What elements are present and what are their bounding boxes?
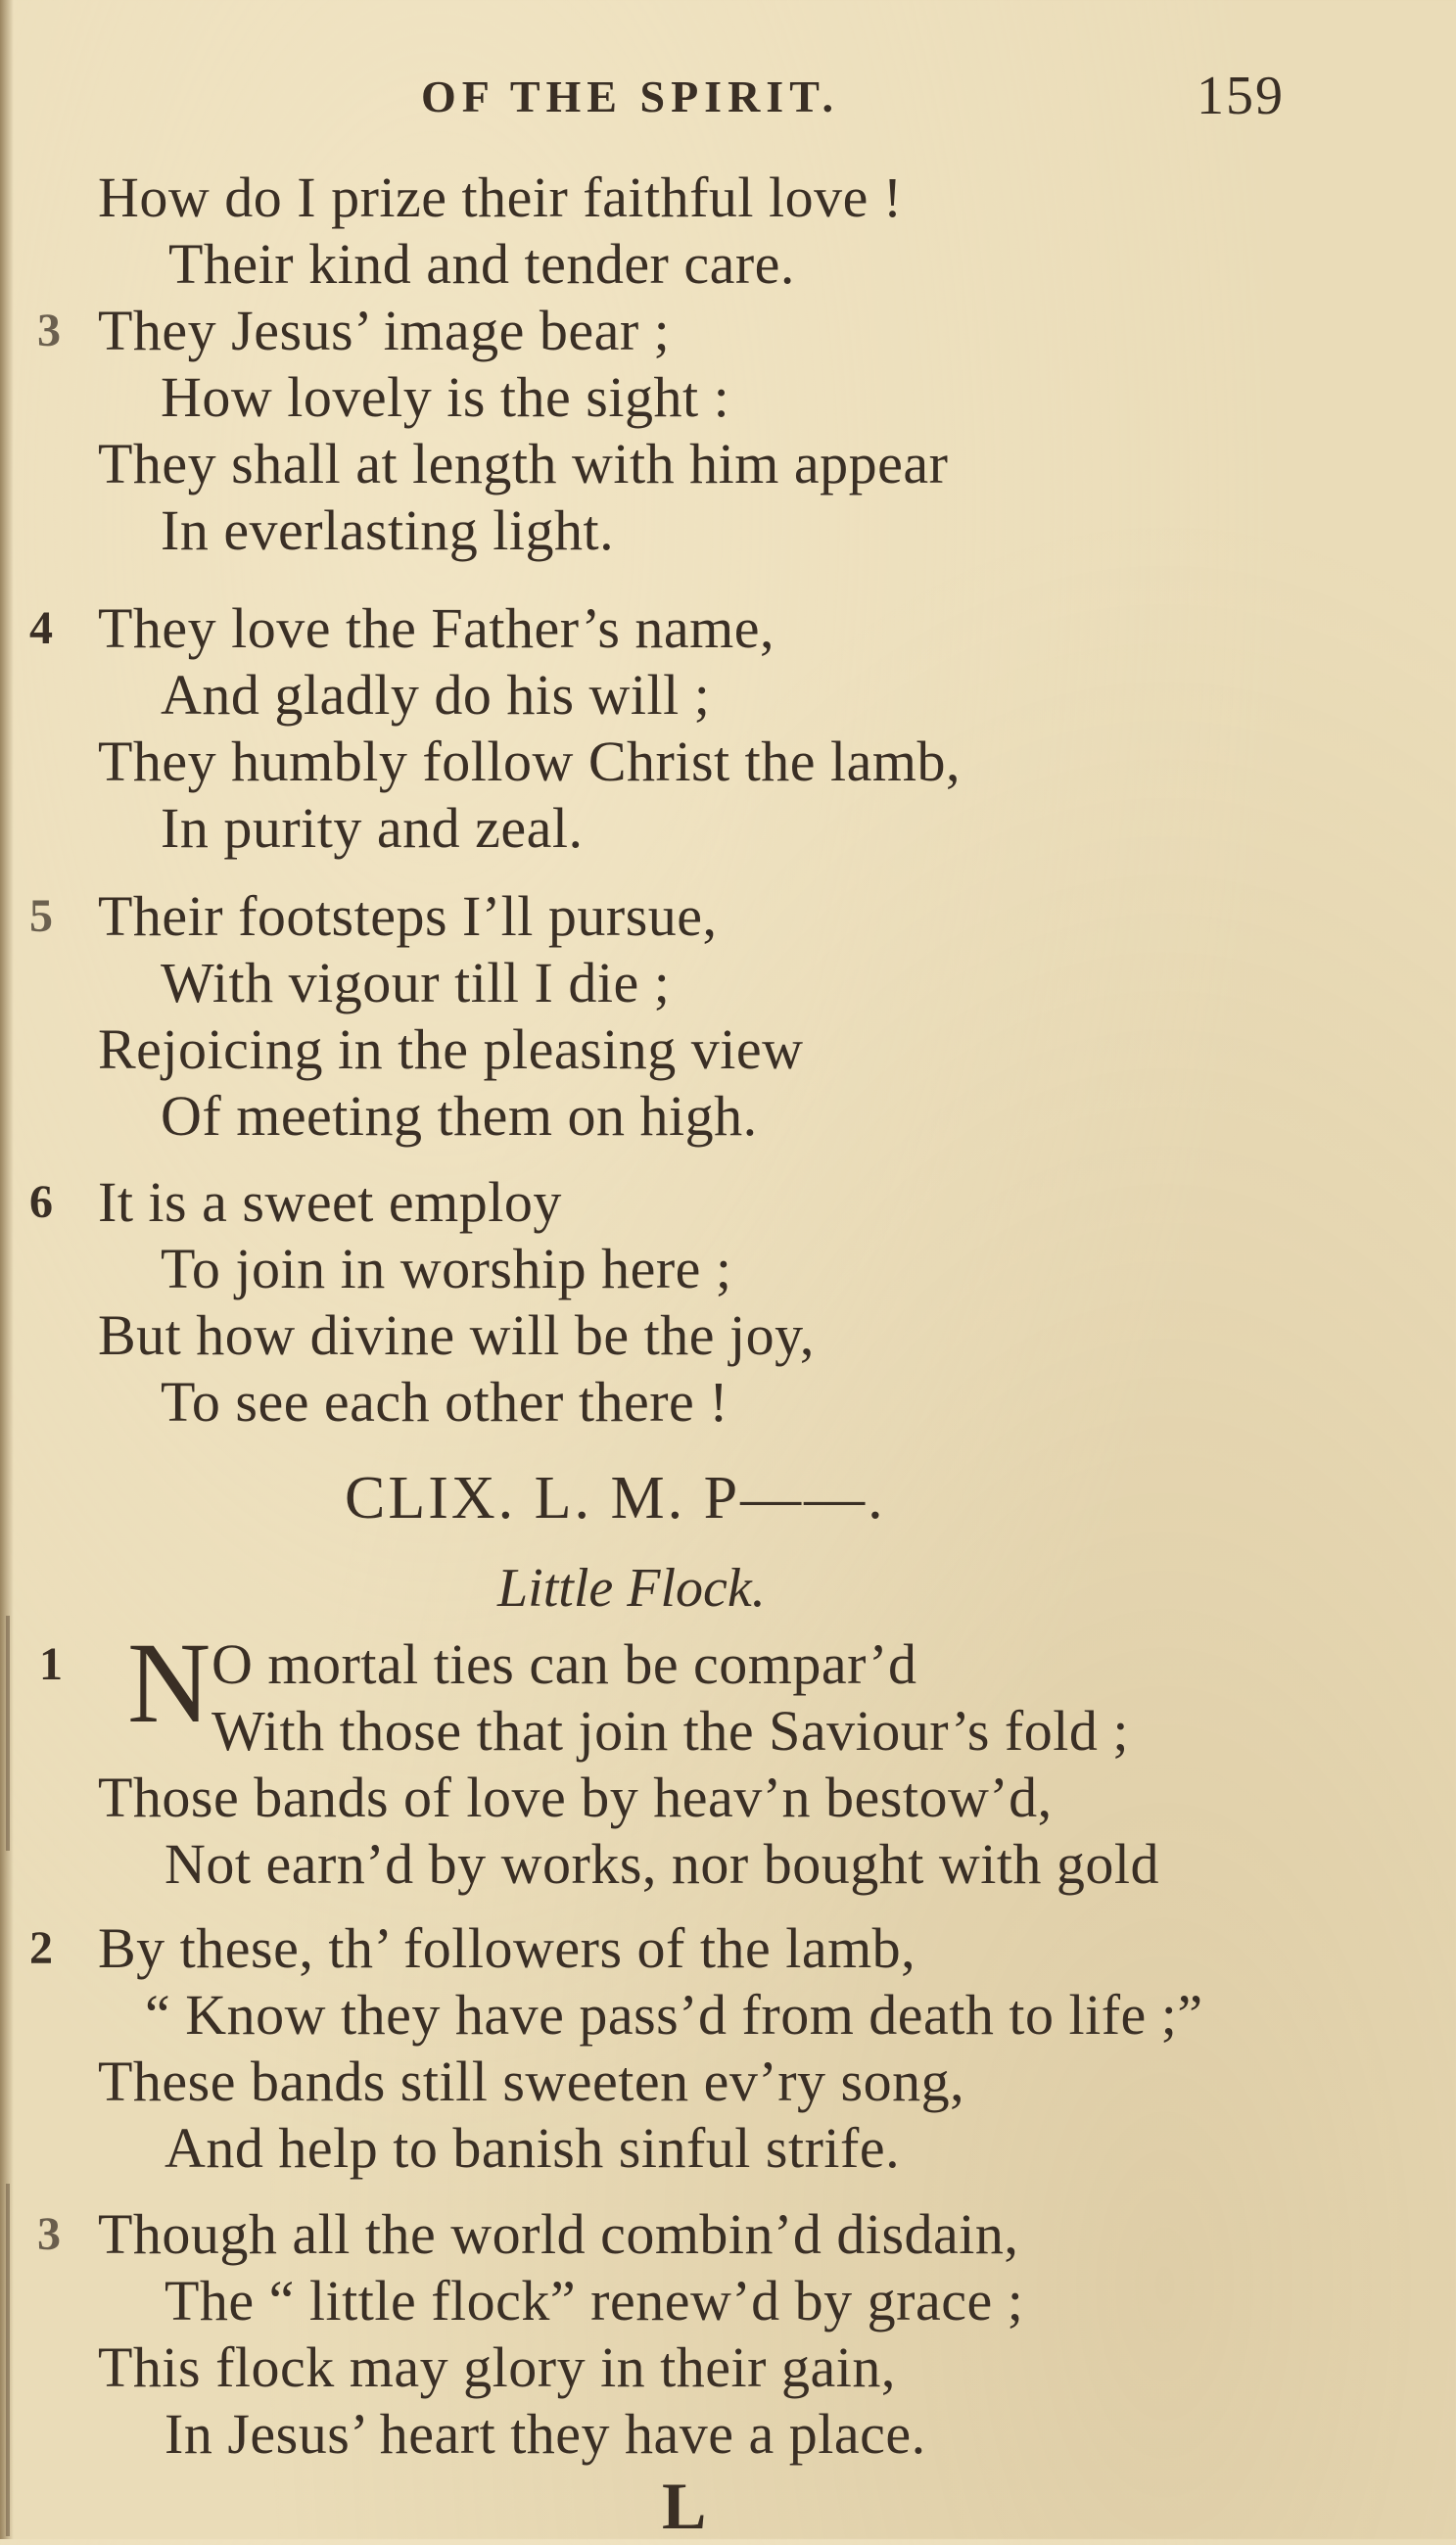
verse-line: In Jesus’ heart they have a place. bbox=[164, 2402, 926, 2466]
hymn-title: CLIX. L. M. P——. bbox=[345, 1465, 886, 1532]
page-spine-shadow bbox=[0, 0, 14, 2539]
verse-line: They shall at length with him appear bbox=[98, 432, 949, 495]
verse-line: This flock may glory in their gain, bbox=[98, 2335, 896, 2399]
verse-number: 3 bbox=[37, 2208, 61, 2260]
verse-line: By these, th’ followers of the lamb, bbox=[98, 1916, 916, 1980]
verse-line: Though all the world combin’d disdain, bbox=[98, 2202, 1019, 2266]
page-number: 159 bbox=[1197, 66, 1285, 126]
verse-number: 5 bbox=[29, 890, 53, 942]
hymn-subtitle: Little Flock. bbox=[497, 1558, 766, 1619]
signature-mark: L bbox=[662, 2469, 707, 2543]
verse-line: It is a sweet employ bbox=[98, 1170, 562, 1234]
verse-line: How lovely is the sight : bbox=[161, 365, 730, 429]
verse-number: 2 bbox=[29, 1922, 53, 1974]
verse-line: O mortal ties can be compar’d bbox=[211, 1632, 917, 1696]
verse-line: And gladly do his will ; bbox=[161, 663, 711, 727]
verse-line: With vigour till I die ; bbox=[161, 951, 671, 1014]
verse-line: “ Know they have pass’d from death to life ;” bbox=[145, 1983, 1203, 2047]
verse-number: 3 bbox=[37, 305, 61, 356]
margin-mark bbox=[6, 1616, 10, 1851]
verse-line: They humbly follow Christ the lamb, bbox=[98, 730, 961, 793]
verse-line: But how divine will be the joy, bbox=[98, 1303, 815, 1367]
verse-line: Not earn’d by works, nor bought with gold bbox=[164, 1832, 1160, 1896]
verse-line: In purity and zeal. bbox=[161, 796, 584, 860]
verse-number: 6 bbox=[29, 1176, 53, 1228]
verse-line: To see each other there ! bbox=[161, 1370, 729, 1434]
verse-line: Rejoicing in the pleasing view bbox=[98, 1017, 804, 1081]
verse-line: They Jesus’ image bear ; bbox=[98, 299, 671, 362]
verse-line: They love the Father’s name, bbox=[98, 596, 775, 660]
verse-number: 4 bbox=[29, 602, 53, 654]
verse-line: And help to banish sinful strife. bbox=[164, 2116, 901, 2180]
verse-line: How do I prize their faithful love ! bbox=[98, 165, 903, 229]
verse-line: Of meeting them on high. bbox=[161, 1084, 758, 1148]
verse-line: In everlasting light. bbox=[161, 498, 615, 562]
verse-line: To join in worship here ; bbox=[161, 1237, 732, 1300]
verse-line: With those that join the Saviour’s fold ; bbox=[211, 1699, 1129, 1763]
running-title: OF THE SPIRIT. bbox=[421, 71, 839, 121]
drop-cap: N bbox=[127, 1619, 211, 1747]
verse-line: Their kind and tender care. bbox=[168, 232, 795, 296]
margin-mark bbox=[6, 2184, 10, 2536]
verse-line: Their footsteps I’ll pursue, bbox=[98, 884, 718, 948]
verse-number: 1 bbox=[39, 1638, 63, 1690]
verse-line: The “ little flock” renew’d by grace ; bbox=[164, 2269, 1024, 2333]
verse-line: Those bands of love by heav’n bestow’d, bbox=[98, 1766, 1053, 1829]
verse-line: These bands still sweeten ev’ry song, bbox=[98, 2050, 965, 2113]
